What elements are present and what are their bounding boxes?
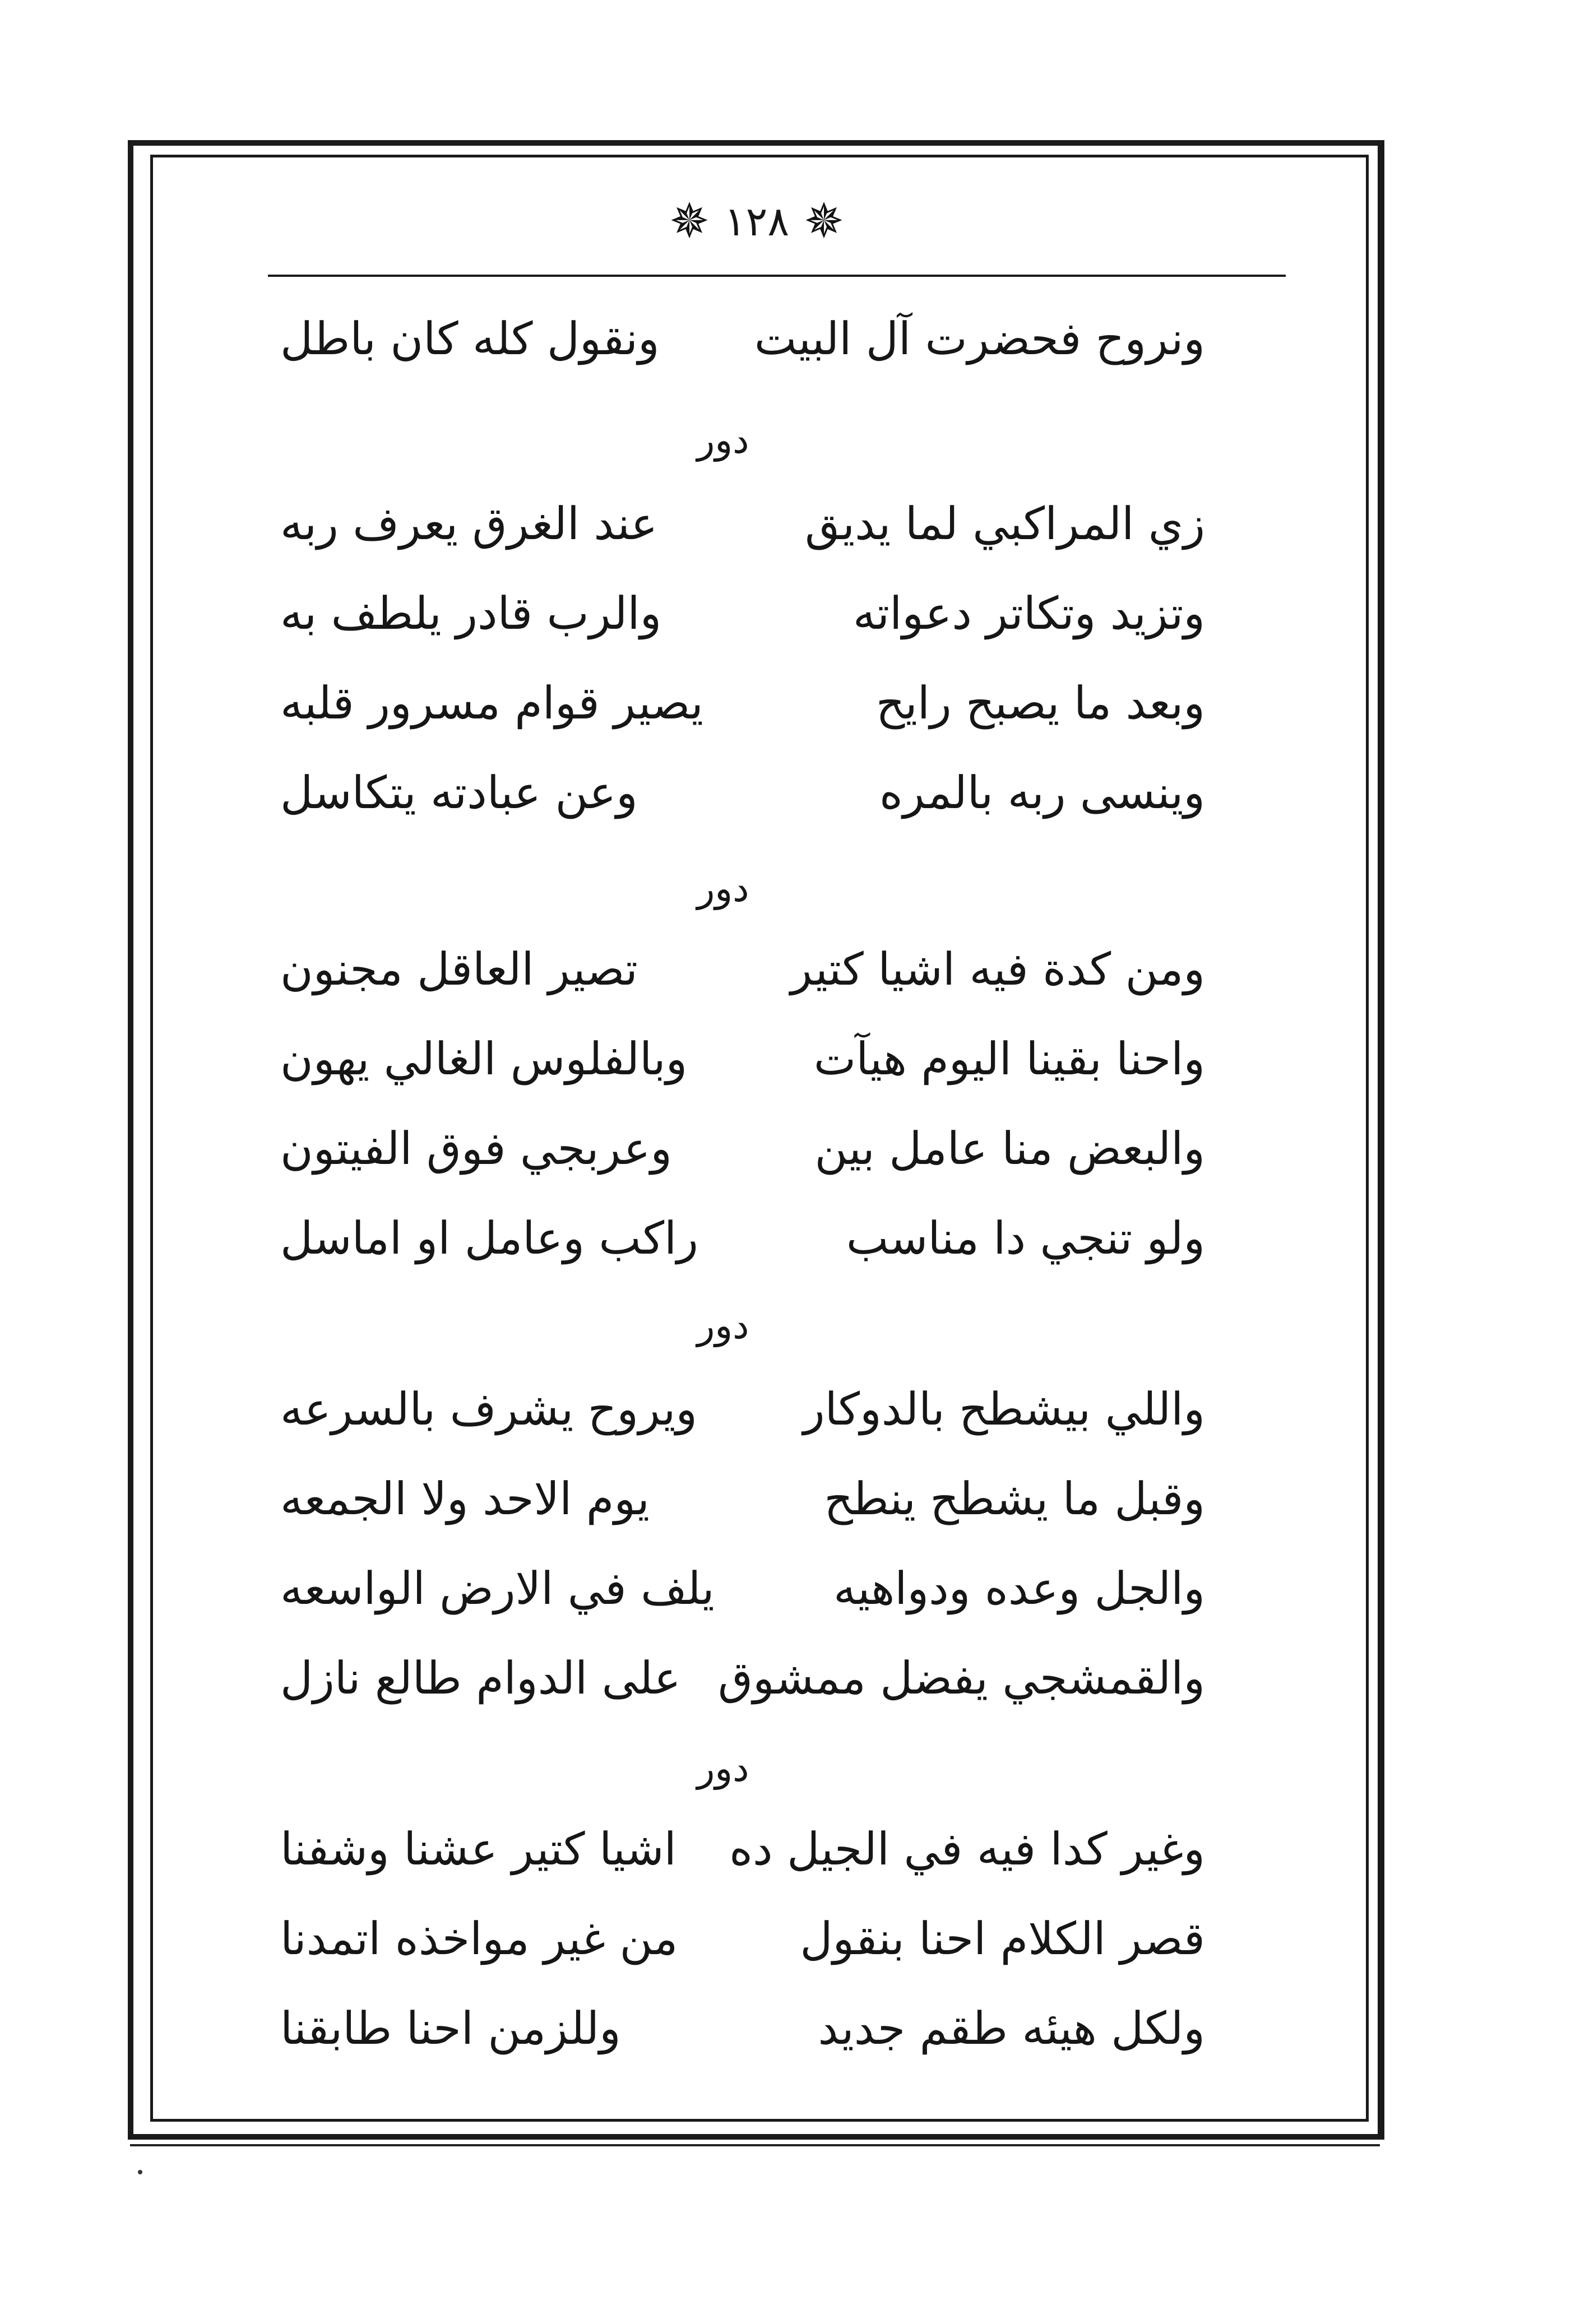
verse-second-hemistich: وبالفلوس الغالي يهون <box>280 1033 688 1085</box>
verse-first-hemistich: والبعض منا عامل بين <box>814 1122 1205 1175</box>
verse-line <box>280 303 1205 375</box>
bottom-rule <box>130 2144 1380 2146</box>
ink-speck <box>138 2170 142 2174</box>
verse-first-hemistich: ونروح فحضرت آل البيت <box>754 313 1205 365</box>
verse-line <box>280 1992 1205 2065</box>
verse-first-hemistich: وبعد ما يصبح رايح <box>875 677 1205 729</box>
verse-second-hemistich: يصير قوام مسرور قلبه <box>280 677 703 729</box>
verse-line <box>280 1023 1205 1096</box>
refrain-label: دور <box>697 866 749 910</box>
verse-second-hemistich: يلف في الارض الواسعه <box>280 1562 715 1615</box>
verse-first-hemistich: واللي بيشطح بالدوكار <box>803 1383 1205 1435</box>
verse-line <box>280 1202 1205 1275</box>
verse-first-hemistich: وغير كدا فيه في الجيل ده <box>729 1823 1205 1875</box>
verse-first-hemistich: ولو تنجي دا مناسب <box>846 1212 1205 1264</box>
verse-first-hemistich: واحنا بقينا اليوم هيآت <box>813 1033 1205 1085</box>
verse-second-hemistich: تصير العاقل مجنون <box>280 943 638 995</box>
verse-line <box>280 1373 1205 1446</box>
verse-line <box>280 1642 1205 1715</box>
page-header <box>560 185 953 258</box>
verse-line <box>280 667 1205 740</box>
verse-second-hemistich: ونقول كله كان باطل <box>280 313 660 365</box>
verse-second-hemistich: على الدوام طالع نازل <box>280 1652 681 1704</box>
verse-line <box>280 1112 1205 1185</box>
verse-second-hemistich: ويروح يشرف بالسرعه <box>280 1383 698 1435</box>
verse-first-hemistich: قصر الكلام احنا بنقول <box>800 1913 1205 1965</box>
verse-line <box>280 488 1205 560</box>
star-ornament-right-icon: ✵ <box>804 193 845 249</box>
verse-line <box>280 1903 1205 1975</box>
verse-second-hemistich: راكب وعامل او اماسل <box>280 1212 698 1264</box>
verse-first-hemistich: ولكل هيئه طقم جديد <box>818 2002 1205 2054</box>
page-number: ١٢٨ <box>724 198 790 245</box>
verse-second-hemistich: يوم الاحد ولا الجمعه <box>280 1473 650 1525</box>
verse-line <box>280 577 1205 650</box>
verse-line <box>280 1463 1205 1536</box>
refrain-label: دور <box>697 1746 749 1790</box>
verse-first-hemistich: ومن كدة فيه اشيا كتير <box>790 943 1205 995</box>
verse-second-hemistich: والرب قادر يلطف به <box>280 587 662 639</box>
verse-second-hemistich: عند الغرق يعرف ربه <box>280 498 658 550</box>
verse-line <box>280 1813 1205 1886</box>
star-ornament-left-icon: ✵ <box>669 193 710 249</box>
verse-first-hemistich: وقبل ما يشطح ينطح <box>824 1473 1205 1525</box>
verse-second-hemistich: اشيا كتير عشنا وشفنا <box>280 1823 677 1875</box>
refrain-label: دور <box>697 418 749 462</box>
verse-second-hemistich: من غير مواخذه اتمدنا <box>280 1913 678 1965</box>
verse-first-hemistich: والقمشجي يفضل ممشوق <box>717 1652 1205 1704</box>
verse-second-hemistich: وعربجي فوق الفيتون <box>280 1122 673 1175</box>
verse-second-hemistich: وعن عبادته يتكاسل <box>280 767 638 819</box>
verse-first-hemistich: زي المراكبي لما يديق <box>805 498 1205 550</box>
header-rule <box>268 275 1286 277</box>
verse-line <box>280 1552 1205 1625</box>
verse-second-hemistich: وللزمن احنا طابقنا <box>280 2002 621 2054</box>
verse-first-hemistich: وينسى ربه بالمره <box>879 767 1205 819</box>
verse-first-hemistich: والجل وعده ودواهيه <box>833 1562 1205 1615</box>
verse-first-hemistich: وتزيد وتكاتر دعواته <box>852 587 1205 639</box>
verse-line <box>280 757 1205 829</box>
refrain-label: دور <box>697 1304 749 1347</box>
verse-line <box>280 933 1205 1006</box>
